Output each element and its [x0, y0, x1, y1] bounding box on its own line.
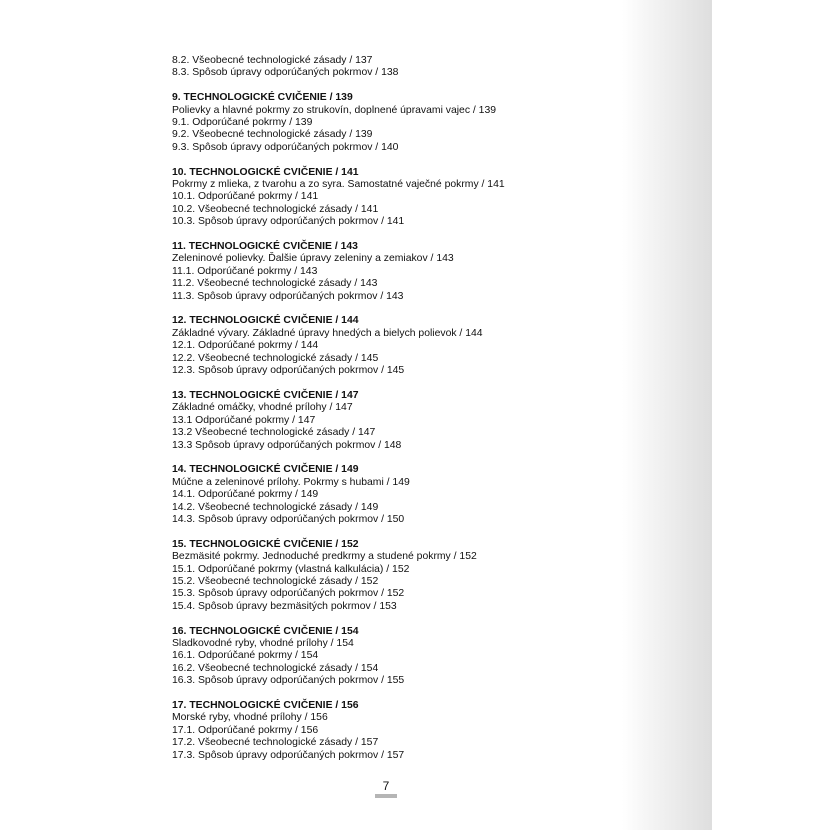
toc-line: 12.2. Všeobecné technologické zásady / 145 — [172, 352, 379, 364]
section-heading: 15. TECHNOLOGICKÉ CVIČENIE / 152 — [172, 538, 359, 550]
section-heading: 16. TECHNOLOGICKÉ CVIČENIE / 154 — [172, 625, 359, 637]
toc-line: 15.3. Spôsob úpravy odporúčaných pokrmov / 152 — [172, 588, 405, 600]
toc-line: 17.1. Odporúčané pokrmy / 156 — [172, 724, 319, 736]
toc-line: 15.2. Všeobecné technologické zásady / 152 — [172, 575, 379, 587]
toc-line: 17.3. Spôsob úpravy odporúčaných pokrmov / 157 — [172, 749, 405, 761]
toc-line: 13.2 Všeobecné technologické zásady / 147 — [172, 427, 376, 439]
toc-line: 12.1. Odporúčané pokrmy / 144 — [172, 340, 319, 352]
toc-line: 10.3. Spôsob úpravy odporúčaných pokrmov / 141 — [172, 216, 405, 228]
toc-line: 17.2. Všeobecné technologické zásady / 157 — [172, 737, 379, 749]
toc-line: Morské ryby, vhodné prílohy / 156 — [172, 712, 328, 724]
page-number-bar — [375, 794, 397, 798]
section-heading: 12. TECHNOLOGICKÉ CVIČENIE / 144 — [172, 315, 359, 327]
toc-line: Pokrmy z mlieka, z tvarohu a zo syra. Samostatné vaječné pokrmy / 141 — [172, 179, 505, 191]
section-heading: 13. TECHNOLOGICKÉ CVIČENIE / 147 — [172, 389, 359, 401]
toc-line: 14.2. Všeobecné technologické zásady / 149 — [172, 501, 379, 513]
toc-line: Polievky a hlavné pokrmy zo strukovín, doplnené úpravami vajec / 139 — [172, 104, 497, 116]
section-heading: 9. TECHNOLOGICKÉ CVIČENIE / 139 — [172, 92, 353, 104]
section-heading: 11. TECHNOLOGICKÉ CVIČENIE / 143 — [172, 241, 358, 253]
toc-line: 14.3. Spôsob úpravy odporúčaných pokrmov / 150 — [172, 513, 405, 525]
toc-line: 10.2. Všeobecné technologické zásady / 141 — [172, 203, 379, 215]
toc-line: 9.1. Odporúčané pokrmy / 139 — [172, 117, 313, 129]
toc-line: 12.3. Spôsob úpravy odporúčaných pokrmov / 145 — [172, 365, 405, 377]
toc-line: 11.2. Všeobecné technologické zásady / 143 — [172, 278, 378, 290]
toc-line: 16.3. Spôsob úpravy odporúčaných pokrmov / 155 — [172, 675, 405, 687]
toc-line: 9.2. Všeobecné technologické zásady / 139 — [172, 129, 373, 141]
toc-line: 13.1 Odporúčané pokrmy / 147 — [172, 414, 316, 426]
section-heading: 14. TECHNOLOGICKÉ CVIČENIE / 149 — [172, 464, 359, 476]
toc-line: Sladkovodné ryby, vhodné prílohy / 154 — [172, 637, 354, 649]
toc-line: 16.1. Odporúčané pokrmy / 154 — [172, 650, 319, 662]
toc-line: 11.1. Odporúčané pokrmy / 143 — [172, 265, 318, 277]
table-of-contents — [172, 55, 612, 762]
toc-line: Bezmäsité pokrmy. Jednoduché predkrmy a studené pokrmy / 152 — [172, 551, 477, 563]
toc-line: 11.3. Spôsob úpravy odporúčaných pokrmov / 143 — [172, 290, 404, 302]
toc-line: 14.1. Odporúčané pokrmy / 149 — [172, 489, 319, 501]
toc-line: 16.2. Všeobecné technologické zásady / 154 — [172, 662, 379, 674]
toc-line: 15.1. Odporúčané pokrmy (vlastná kalkulácia) / 152 — [172, 563, 410, 575]
toc-line: 9.3. Spôsob úpravy odporúčaných pokrmov / 140 — [172, 141, 399, 153]
toc-line: Základné vývary. Základné úpravy hnedých a bielych polievok / 144 — [172, 327, 483, 339]
section-heading: 17. TECHNOLOGICKÉ CVIČENIE / 156 — [172, 699, 359, 711]
section-heading: 10. TECHNOLOGICKÉ CVIČENIE / 141 — [172, 166, 359, 178]
page-edge-shadow — [622, 0, 712, 830]
toc-line: 13.3 Spôsob úpravy odporúčaných pokrmov / 148 — [172, 439, 402, 451]
toc-line: Múčne a zeleninové prílohy. Pokrmy s hubami / 149 — [172, 476, 410, 488]
toc-line: 10.1. Odporúčané pokrmy / 141 — [172, 191, 319, 203]
toc-line: 8.2. Všeobecné technologické zásady / 137 — [172, 55, 373, 66]
toc-line: 8.3. Spôsob úpravy odporúčaných pokrmov / 138 — [172, 67, 399, 79]
toc-line: Základné omáčky, vhodné prílohy / 147 — [172, 402, 353, 414]
toc-line: 15.4. Spôsob úpravy bezmäsitých pokrmov / 153 — [172, 600, 397, 612]
toc-line: Zeleninové polievky. Ďalšie úpravy zeleniny a zemiakov / 143 — [172, 253, 454, 265]
page-number: 7 — [382, 779, 390, 793]
